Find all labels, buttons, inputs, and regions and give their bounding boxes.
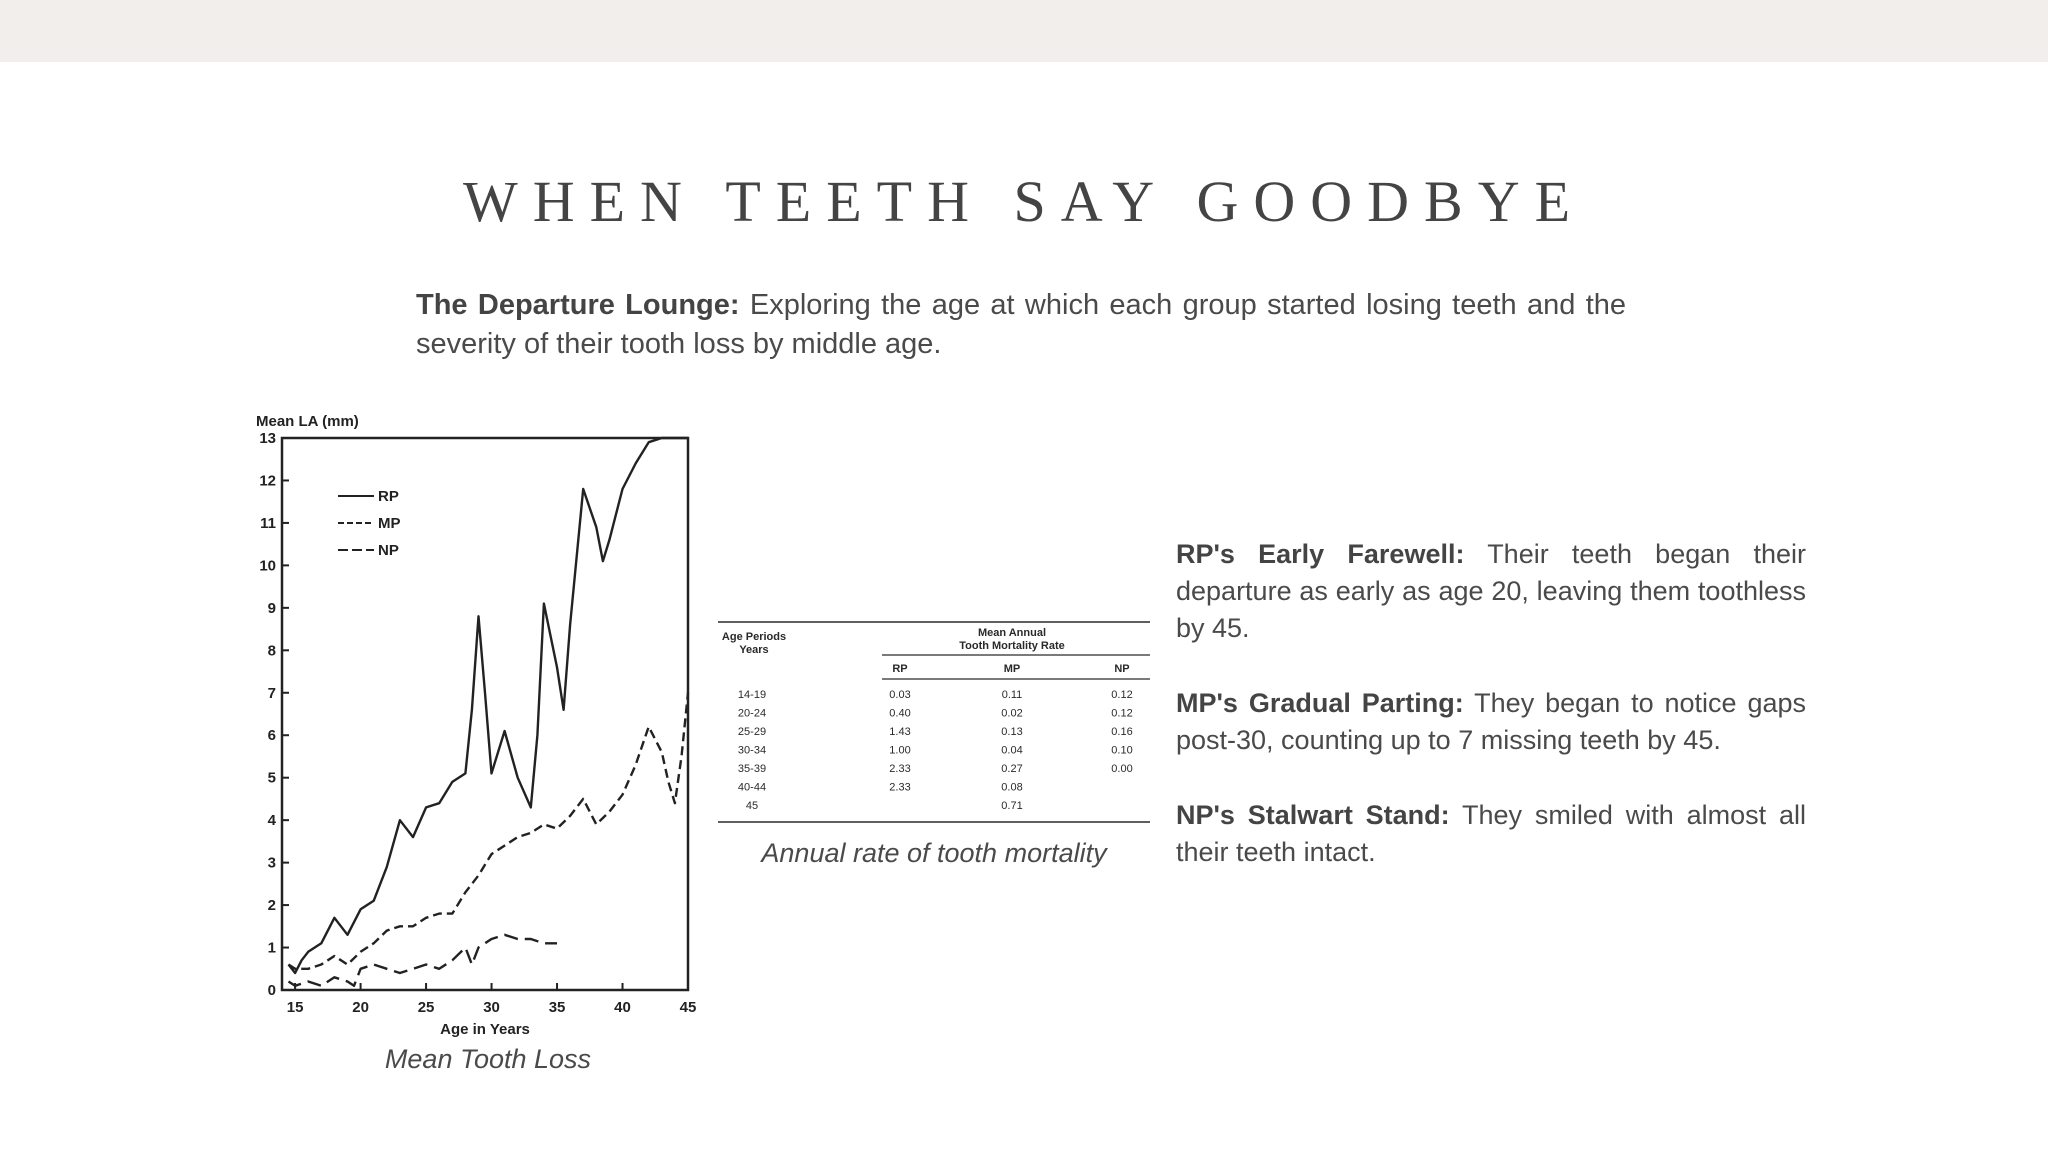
table-cell: 0.00 bbox=[1111, 763, 1133, 775]
table-cell: 0.10 bbox=[1111, 744, 1133, 757]
y-tick-label: 3 bbox=[267, 854, 276, 872]
legend-label-np: NP bbox=[378, 542, 399, 559]
top-band bbox=[0, 0, 2048, 62]
table-col-header-rp: RP bbox=[892, 663, 908, 675]
y-tick-label: 11 bbox=[260, 514, 276, 532]
x-tick-label: 45 bbox=[679, 999, 697, 1016]
series-line-rp bbox=[289, 438, 689, 973]
finding-rp-lead: RP's Early Farewell: bbox=[1176, 539, 1465, 569]
table-group-header: Mean Annual bbox=[977, 627, 1047, 639]
intro-paragraph bbox=[416, 286, 1626, 364]
table-cell: 0.12 bbox=[1111, 689, 1133, 701]
table-cell: 0.13 bbox=[1001, 726, 1023, 738]
table-cell: 1.00 bbox=[889, 744, 911, 757]
table-cell: 0.03 bbox=[889, 689, 911, 701]
table-cell: 20-24 bbox=[737, 707, 767, 720]
table-row-header: Age Periods bbox=[721, 631, 787, 643]
y-tick-label: 0 bbox=[267, 982, 276, 999]
y-tick-label: 6 bbox=[267, 727, 276, 745]
table-cell: 0.12 bbox=[1111, 707, 1133, 720]
table-cell: 1.43 bbox=[889, 726, 911, 738]
table-cell: 14-19 bbox=[737, 689, 767, 701]
x-tick-label: 15 bbox=[286, 999, 304, 1016]
table-cell: 2.33 bbox=[889, 781, 911, 794]
x-tick-label: 35 bbox=[548, 999, 566, 1016]
intro-lead: The Departure Lounge: bbox=[416, 289, 740, 321]
table-cell: 0.11 bbox=[1001, 689, 1023, 701]
finding-mp-text: They began to notice gaps post-30, counting up to 7 missing teeth by 45. bbox=[1176, 688, 1806, 755]
finding-rp bbox=[1176, 536, 1806, 647]
finding-mp bbox=[1176, 685, 1806, 759]
table-cell: 0.02 bbox=[1001, 707, 1023, 720]
y-tick-label: 10 bbox=[259, 557, 276, 575]
finding-rp-text: Their teeth began their departure as early as age 20, leaving them toothless by 45. bbox=[1176, 539, 1806, 643]
intro-text: Exploring the age at which each group started losing teeth and the severity of their tooth loss by middle age. bbox=[416, 289, 1627, 360]
x-tick-label: 25 bbox=[417, 999, 435, 1016]
y-tick-label: 4 bbox=[267, 812, 276, 830]
y-tick-label: 13 bbox=[259, 430, 276, 447]
y-tick-label: 5 bbox=[267, 769, 276, 787]
table-group-header: Tooth Mortality Rate bbox=[959, 640, 1065, 652]
x-tick-label: 20 bbox=[352, 999, 369, 1016]
y-tick-label: 2 bbox=[267, 897, 276, 915]
y-tick-label: 9 bbox=[267, 599, 276, 617]
chart-svg bbox=[248, 408, 704, 1044]
finding-np-text: They smiled with almost all their teeth intact. bbox=[1176, 800, 1806, 867]
legend-label-rp: RP bbox=[378, 488, 399, 505]
table-cell: 0.04 bbox=[1001, 744, 1023, 757]
table-row-header: Years bbox=[739, 644, 769, 656]
table-col-header-mp: MP bbox=[1003, 663, 1021, 675]
table-cell: 0.71 bbox=[1001, 800, 1023, 812]
findings-list bbox=[1176, 536, 1806, 909]
finding-np-lead: NP's Stalwart Stand: bbox=[1176, 800, 1450, 830]
table-cell: 2.33 bbox=[889, 763, 911, 775]
y-tick-label: 7 bbox=[267, 684, 276, 702]
table-caption: Annual rate of tooth mortality bbox=[761, 838, 1107, 868]
finding-mp-lead: MP's Gradual Parting: bbox=[1176, 688, 1464, 718]
y-axis-label: Mean LA (mm) bbox=[256, 413, 359, 430]
x-tick-label: 30 bbox=[483, 999, 500, 1016]
table-col-header-np: NP bbox=[1114, 663, 1130, 675]
slide-title: WHEN TEETH SAY GOODBYE bbox=[462, 169, 1586, 234]
table-cell: 0.16 bbox=[1111, 726, 1133, 738]
x-tick-label: 40 bbox=[614, 999, 631, 1016]
table-cell: 0.27 bbox=[1001, 763, 1023, 775]
chart-caption: Mean Tooth Loss bbox=[384, 1044, 592, 1074]
tooth-mortality-table bbox=[718, 616, 1150, 826]
table-cell: 0.40 bbox=[889, 707, 911, 720]
table-cell: 30-34 bbox=[737, 744, 767, 757]
mean-tooth-loss-chart bbox=[248, 408, 704, 1044]
table-cell: 35-39 bbox=[737, 763, 767, 775]
table-cell: 45 bbox=[745, 800, 759, 812]
y-tick-label: 8 bbox=[267, 642, 276, 660]
table-cell: 0.08 bbox=[1001, 781, 1023, 794]
finding-np bbox=[1176, 797, 1806, 871]
table-svg bbox=[718, 616, 1150, 826]
table-cell: 40-44 bbox=[737, 781, 767, 794]
y-tick-label: 1 bbox=[267, 939, 276, 957]
x-axis-label: Age in Years bbox=[440, 1021, 530, 1038]
legend-label-mp: MP bbox=[378, 515, 401, 532]
plot-frame bbox=[282, 438, 688, 990]
y-tick-label: 12 bbox=[259, 472, 276, 490]
table-cell: 25-29 bbox=[737, 726, 767, 738]
